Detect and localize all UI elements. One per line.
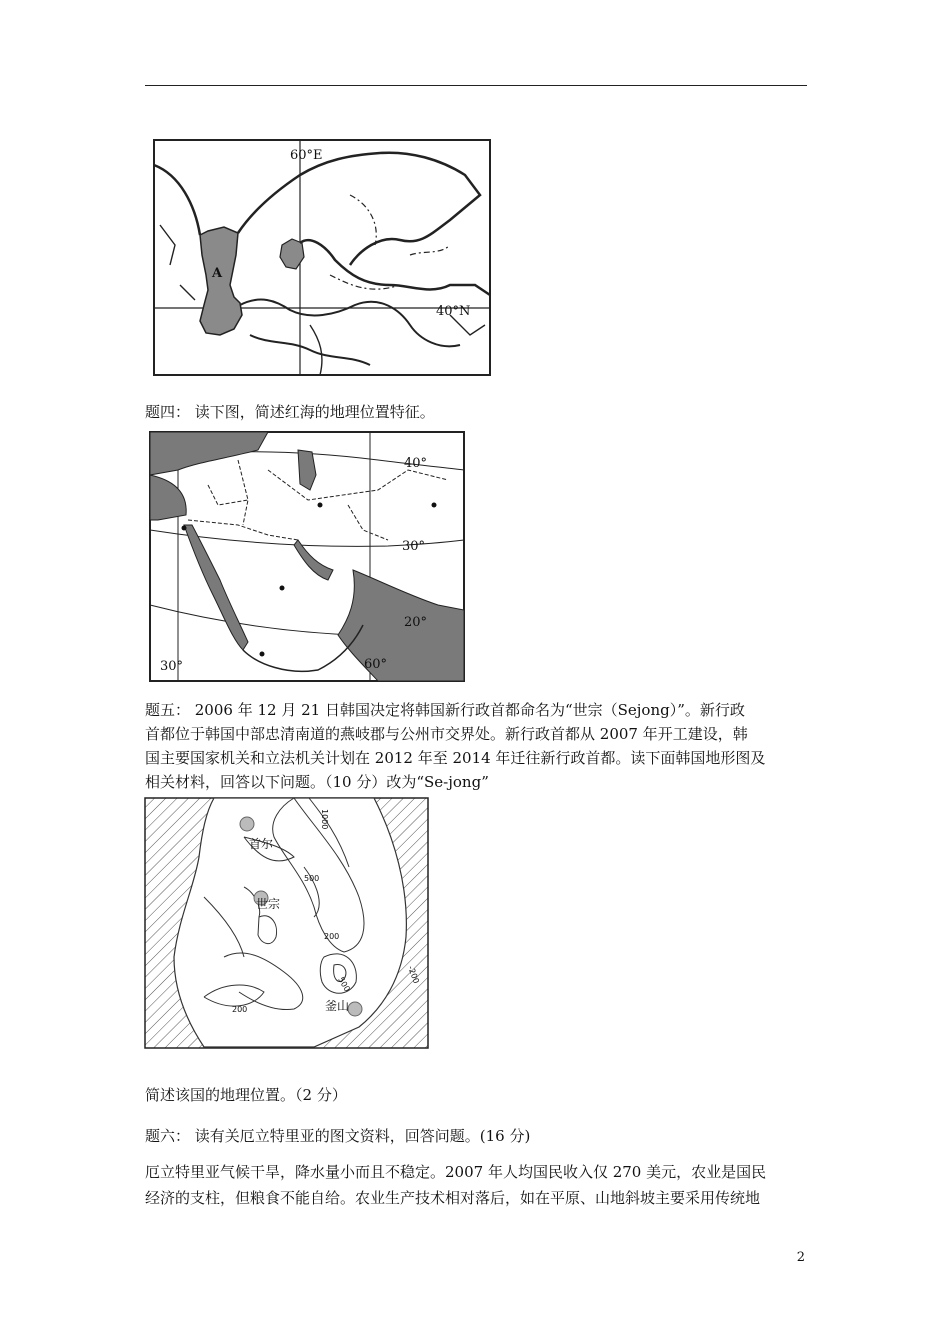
q5-line: 首都位于韩国中部忠清南道的燕岐郡与公州市交界处。新行政首都从 2007 年开工建设，韩 xyxy=(145,725,748,743)
contour-200-label: 200 xyxy=(324,932,340,941)
map2-lat20-label: 20° xyxy=(404,615,428,630)
question-5-sub: 简述该国的地理位置。（2 分） xyxy=(145,1086,347,1104)
q6-line: 经济的支柱，但粮食不能自给。农业生产技术相对落后，如在平原、山地斜坡主要采用传统地 xyxy=(145,1189,761,1207)
map2-lon60-label: 60° xyxy=(364,657,388,672)
central-asia-map xyxy=(150,135,506,383)
question-5 xyxy=(145,698,807,794)
q5-line: 题五： 2006 年 12 月 21 日韩国决定将韩国新行政首都命名为“世宗（Sejong）”。新行政 xyxy=(145,701,745,719)
q6-line: 厄立特里亚气候干旱，降水量小而且不稳定。2007 年人均国民收入仅 270 美元，农业是国民 xyxy=(145,1163,767,1181)
korea-contour-map xyxy=(144,797,430,1051)
contour-minus200-label: -200 xyxy=(406,964,421,985)
middle-east-map xyxy=(148,430,468,685)
q5-line: 国主要国家机关和立法机关计划在 2012 年至 2014 年迁往新行政首都。读下面韩国地形图及 xyxy=(145,749,766,767)
map2-lat40-label: 40° xyxy=(404,456,428,471)
contour-500-label: 500 xyxy=(304,874,320,883)
q5-line: 相关材料，回答以下问题。（10 分）改为“Se-jong” xyxy=(145,773,489,791)
map1-lon-label: 60°E xyxy=(290,148,323,163)
contour-200-label: 200 xyxy=(232,1005,248,1014)
question-4: 题四： 读下图，简述红海的地理位置特征。 xyxy=(145,403,435,421)
question-6: 题六： 读有关厄立特里亚的图文资料，回答问题。(16 分) xyxy=(145,1127,531,1145)
map1-region-label: A xyxy=(212,266,223,281)
header-rule xyxy=(145,85,807,86)
city-seoul-label: 首尔 xyxy=(249,837,274,851)
map2-lon30-label: 30° xyxy=(160,659,184,674)
contour-1000-label: 1000 xyxy=(320,809,329,830)
city-sejong-label: 世宗 xyxy=(256,897,281,911)
map1-lat-label: 40°N xyxy=(436,304,471,319)
map2-lat30-label: 30° xyxy=(402,539,426,554)
question-6-paragraph xyxy=(145,1159,807,1211)
contour-500-label: 500 xyxy=(336,975,352,994)
city-busan-label: 釜山 xyxy=(325,999,350,1013)
page-number: 2 xyxy=(796,1250,805,1265)
